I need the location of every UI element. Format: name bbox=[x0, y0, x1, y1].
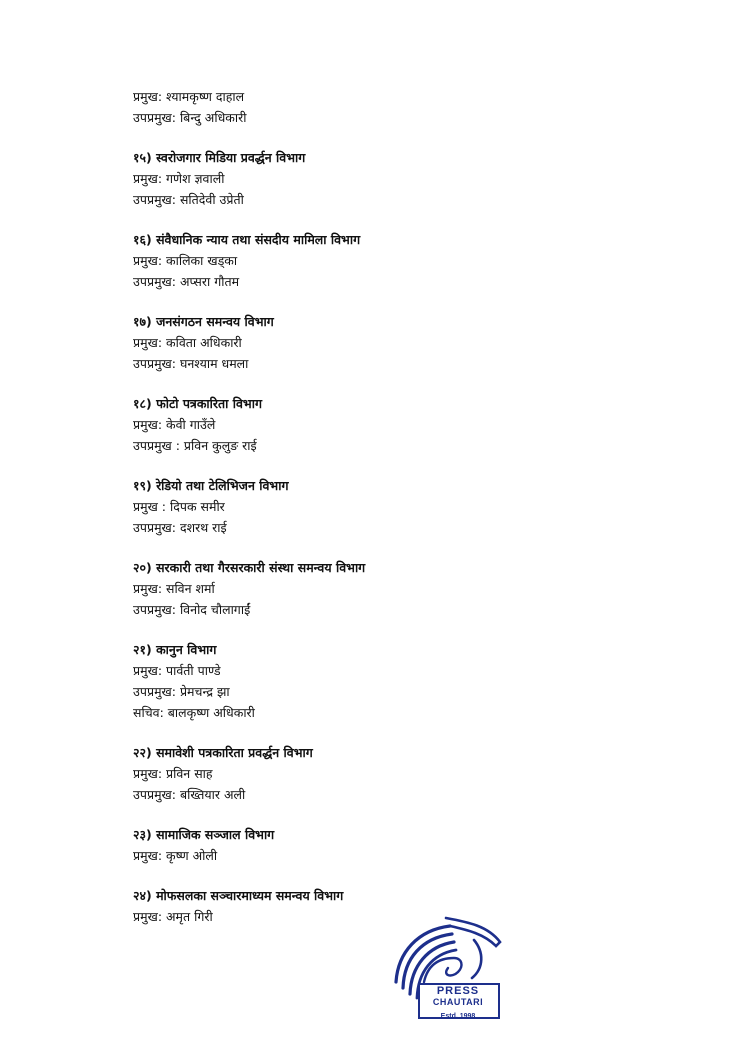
department-heading: २०) सरकारी तथा गैरसरकारी संस्था समन्वय विभाग bbox=[133, 560, 366, 575]
member-line: उपप्रमुख : प्रविन कुलुङ राई bbox=[133, 438, 257, 453]
member-line: प्रमुख: कृष्ण ओली bbox=[133, 848, 218, 863]
member-line: उपप्रमुख: बिन्दु अधिकारी bbox=[133, 110, 247, 125]
member-line: प्रमुख: पार्वती पाण्डे bbox=[133, 663, 221, 678]
member-line: उपप्रमुख: सतिदेवी उप्रेती bbox=[133, 192, 244, 207]
department-section bbox=[133, 311, 693, 374]
member-line: प्रमुख: अमृत गिरी bbox=[133, 909, 213, 924]
logo-chautari-label: CHAUTARI bbox=[432, 997, 484, 1007]
department-section bbox=[133, 742, 693, 805]
logo-text-block bbox=[418, 986, 498, 1021]
logo-press-label: PRESS bbox=[436, 985, 480, 997]
member-line: उपप्रमुख: घनश्याम धमला bbox=[133, 356, 249, 371]
member-line: उपप्रमुख: बख्तियार अली bbox=[133, 787, 246, 802]
member-line: प्रमुख: गणेश ज्ञवाली bbox=[133, 171, 225, 186]
member-line: प्रमुख: सविन शर्मा bbox=[133, 581, 215, 596]
member-line: प्रमुख: कालिका खड्का bbox=[133, 253, 238, 268]
department-section bbox=[133, 824, 693, 866]
department-heading: २१) कानुन विभाग bbox=[133, 642, 217, 657]
member-line: प्रमुख: श्यामकृष्ण दाहाल bbox=[133, 89, 245, 104]
member-line: प्रमुख: कविता अधिकारी bbox=[133, 335, 242, 350]
department-section bbox=[133, 475, 693, 538]
department-heading: १६) संवैधानिक न्याय तथा संसदीय मामिला विभाग bbox=[133, 232, 361, 247]
department-heading: २४) मोफसलका सञ्चारमाध्यम समन्वय विभाग bbox=[133, 888, 344, 903]
press-chautari-logo bbox=[388, 912, 506, 1030]
department-section bbox=[133, 229, 693, 292]
department-section bbox=[133, 147, 693, 210]
member-line: उपप्रमुख: अप्सरा गौतम bbox=[133, 274, 240, 289]
department-heading: १९) रेडियो तथा टेलिभिजन विभाग bbox=[133, 478, 289, 493]
department-heading: १८) फोटो पत्रकारिता विभाग bbox=[133, 396, 262, 411]
department-section bbox=[133, 393, 693, 456]
member-line: सचिव: बालकृष्ण अधिकारी bbox=[133, 705, 255, 720]
document-body bbox=[133, 86, 693, 927]
department-heading: १५) स्वरोजगार मिडिया प्रवर्द्धन विभाग bbox=[133, 150, 306, 165]
member-line: उपप्रमुख: दशरथ राई bbox=[133, 520, 227, 535]
member-line: प्रमुख : दिपक समीर bbox=[133, 499, 225, 514]
member-line: उपप्रमुख: प्रेमचन्द्र झा bbox=[133, 684, 230, 699]
logo-estd-label: Estd. 1998 bbox=[440, 1013, 476, 1020]
member-line: उपप्रमुख: विनोद चौलागाईं bbox=[133, 602, 251, 617]
department-heading: १७) जनसंगठन समन्वय विभाग bbox=[133, 314, 274, 329]
member-line: प्रमुख: केवी गाउँले bbox=[133, 417, 216, 432]
department-heading: २३) सामाजिक सञ्जाल विभाग bbox=[133, 827, 275, 842]
department-heading: २२) समावेशी पत्रकारिता प्रवर्द्धन विभाग bbox=[133, 745, 313, 760]
department-section bbox=[133, 86, 693, 128]
department-section bbox=[133, 557, 693, 620]
member-line: प्रमुख: प्रविन साह bbox=[133, 766, 213, 781]
department-section bbox=[133, 639, 693, 723]
